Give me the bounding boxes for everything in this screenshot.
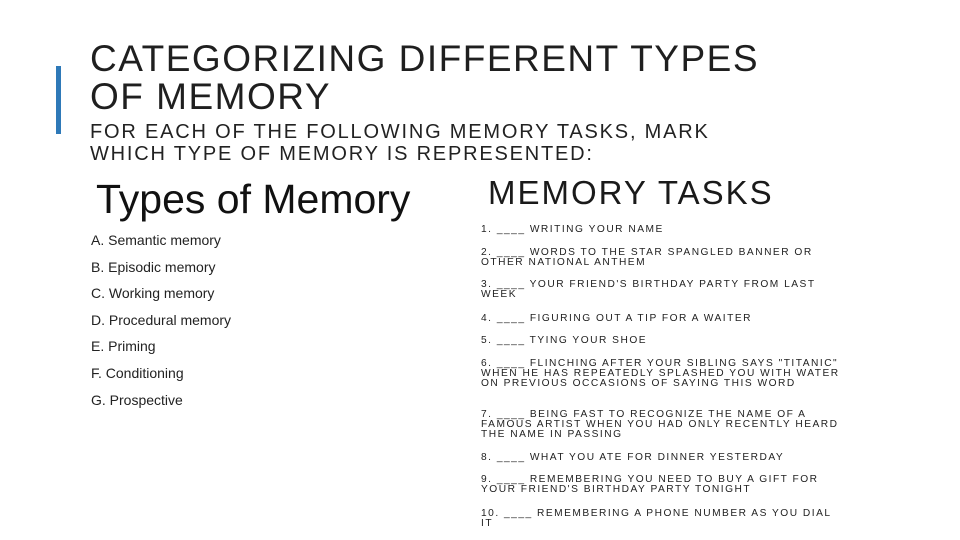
memory-type-item: A. Semantic memory bbox=[91, 232, 221, 248]
memory-type-item: B. Episodic memory bbox=[91, 258, 216, 275]
memory-task-item: 6. ____ FLINCHING AFTER YOUR SIBLING SAYS "TITANIC" WHEN HE HAS REPEATEDLY SPLASHED YOU WITH WATER ON PREVIOUS OCCASIONS OF SAYING THIS WORD bbox=[481, 358, 840, 389]
memory-type-item: G. Prospective bbox=[91, 391, 183, 408]
memory-task-item: 8. ____ WHAT YOU ATE FOR DINNER YESTERDAY bbox=[481, 452, 785, 463]
page-title bbox=[90, 40, 759, 116]
types-heading: Types of Memory bbox=[96, 176, 411, 222]
title-line-1: CATEGORIZING DIFFERENT TYPES bbox=[90, 38, 760, 79]
memory-type-item: C. Working memory bbox=[91, 285, 215, 302]
memory-task-item: 1. ____ WRITING YOUR NAME bbox=[481, 224, 664, 235]
memory-type-item: E. Priming bbox=[91, 338, 156, 355]
memory-task-item: 3. ____ YOUR FRIEND'S BIRTHDAY PARTY FROM LAST WEEK bbox=[481, 279, 816, 300]
tasks-heading: MEMORY TASKS bbox=[488, 174, 774, 211]
title-line-2: OF MEMORY bbox=[90, 76, 331, 117]
memory-type-item: F. Conditioning bbox=[91, 364, 184, 381]
memory-types-list bbox=[91, 229, 231, 415]
memory-task-item: 10. ____ REMEMBERING A PHONE NUMBER AS YOU DIAL IT bbox=[481, 508, 832, 529]
memory-task-item: 4. ____ FIGURING OUT A TIP FOR A WAITER bbox=[481, 313, 752, 324]
memory-task-item: 7. ____ BEING FAST TO RECOGNIZE THE NAME OF A FAMOUS ARTIST WHEN YOU HAD ONLY RECENTLY HEARD THE NAME IN PASSING bbox=[481, 409, 839, 440]
instructions-line-1: FOR EACH OF THE FOLLOWING MEMORY TASKS, MARK bbox=[90, 121, 710, 143]
memory-task-item: 5. ____ TYING YOUR SHOE bbox=[481, 335, 648, 346]
memory-task-item: 2. ____ WORDS TO THE STAR SPANGLED BANNER OR OTHER NATIONAL ANTHEM bbox=[481, 247, 813, 268]
memory-type-item: D. Procedural memory bbox=[91, 311, 232, 328]
instructions bbox=[90, 121, 710, 165]
memory-task-item: 9. ____ REMEMBERING YOU NEED TO BUY A GIFT FOR YOUR FRIEND'S BIRTHDAY PARTY TONIGHT bbox=[481, 474, 819, 495]
instructions-line-2: WHICH TYPE OF MEMORY IS REPRESENTED: bbox=[90, 143, 594, 165]
accent-bar bbox=[56, 66, 61, 134]
